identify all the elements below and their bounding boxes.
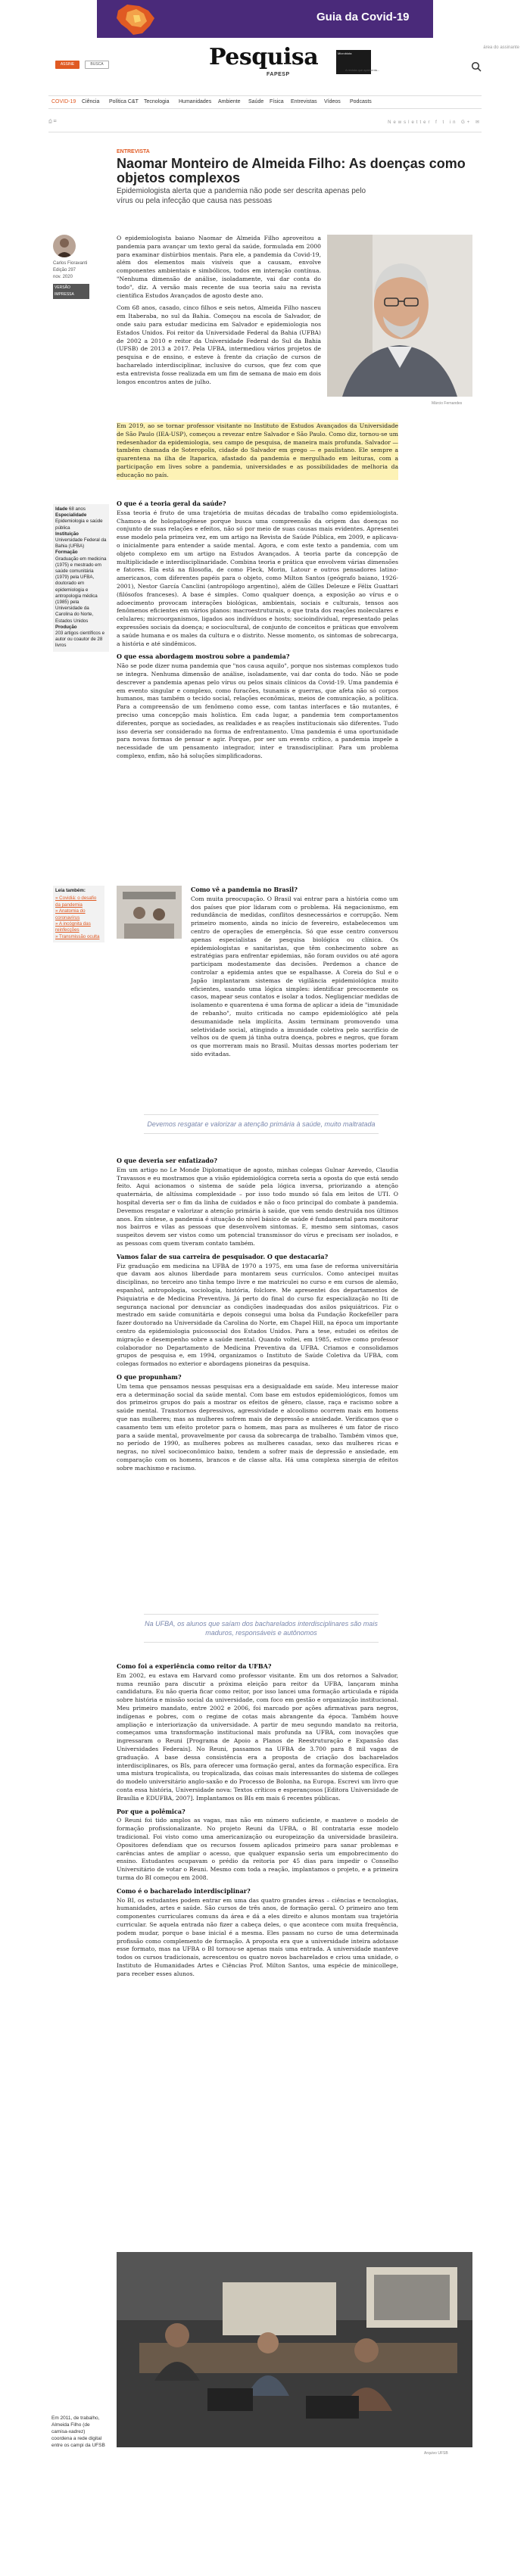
question-heading: Como é o bacharelado interdisciplinar? — [117, 1886, 251, 1895]
answer-text: Não se pode dizer numa pandemia que "nos causa aquilo", porque nos sistemas complexos tudo se integra. Nenhuma dimensão de análise, isoladamente, vai dar conta do todo. Não se pode descrever a pandemia apenas pelo vírus ou pelos sinais clínicos da Covid-19. Uma pandemia é em evento singular e complexo, como furacões, tsunamis e guerras, que afeta não só corpos humanos, mas também o tecido social, relações econômicas, meios de comunicação, a política. Para a compreensão de um fenômeno como esse, com tantas interfaces e tão mutantes, é preciso uma concepção mais holística. Em cada lugar, a pandemia tem comportamentos diferentes, porque as sociedades, as realidades e as reações institucionais são diferentes. Tudo isso deveria ser considerado na forma de enfrentamento. Uma pandemia é uma oportunidade para novas formas de pensar e agir. Porque, por ser um evento crítico, a pandemia impele a necessidade de um pensamento integrador, inter e transdisciplinar. Para um problema complexo, enfim, não há soluções simplificadoras. — [117, 662, 398, 759]
share-bar — [48, 120, 482, 129]
covid-guide-banner[interactable] — [97, 0, 433, 38]
answer-text: Em um artigo no Le Monde Diplomatique de agosto, minhas colegas Gulnar Azevedo, Claudia Travassos e eu mostramos que a visão epidemiológica correta seria a oposta do que está sendo feito. Aqui acionamos o sistema de saúde pela lógica inversa, priorizando a atenção quaternária, de altíssima complexidade – por isso todo mundo só fala em leitos de UTI. O hospital deveria ser o fim da linha de cuidados e não o foco principal do combate à pandemia. Devemos resgatar e valorizar a atenção primária à saúde, que vem sendo destruída nos últimos anos. Em síntese, a pandemia é situação do nível básico de saúde é fundamental para monitorar nos bairros e vilas as pessoas que desenvolvem sintomas. E, mesmo sem sintomas, casos suspeitos devem ser vistos como um potencial transmissor do vírus e precisam ser isolados, e as pessoas com quem tiveram contato também. — [117, 1166, 398, 1247]
qa-block-3 — [117, 1157, 398, 1477]
nav-item-fisica[interactable]: Física — [270, 99, 284, 104]
question-heading: O que deveria ser enfatizado? — [117, 1157, 217, 1164]
related-link[interactable]: » Covidiá: o desafio da pandemia — [55, 896, 97, 908]
qa-block-2 — [191, 886, 398, 1064]
institution-value: Universidade Federal da Bahia (UFBA) — [55, 537, 107, 550]
article-title: Naomar Monteiro de Almeida Filho: As doenças como objetos complexos — [117, 156, 466, 185]
cover-text: Microbiota — [338, 51, 352, 55]
nav-item-humanidades[interactable]: Humanidades — [179, 99, 212, 104]
specialty-value: Epidemiologia e saúde pública — [55, 519, 103, 531]
main-nav — [48, 95, 482, 109]
answer-text: Essa teoria é fruto de uma trajetória de muitas décadas de trabalho como epidemiologista. Chamou-a de holopatogênese porque busca uma compreensão da origem das doenças no conjunto de suas relações e efeitos, não só por meio de suas causas mais evidentes. Apresentei esse modelo pela primeira vez, em um artigo na Revista de Saúde Pública, em 2009, e aplicava-o inicialmente para entender a saúde mental. Agora, e com este texto a pandemia, com um objeto complexo em um artigo na Estudos Avançados. A teoria parte da concepção de multiplicidade e interdisciplinaridade. Combina teoria e prática que envolvem várias dimensões e fatores. Ela está na filosofia, de como Fleck, Morin, Latour e outros pensadores latino-americanos, com diferentes papéis para o objeto, como Milton Santos (geógrafo baiano, 1926-2001), Nestor García Canclini (antropólogo argentino), além de Gilles Deleuze e Félix Guattari (filósofos franceses). A base é simples. Como qualquer doença, a exposição ao vírus e o adoecimento provocam interações biológicas, ambientais, sociais e culturais, tensos aos fenômenos eficientes em vários planos: macroestruturais, o que trata dos reações moleculares e celulares; microorganismos, ligados aos indivíduos e hosts; socioindividual, representado pelas expressões sociais da doença; e sociocultural, de conjunto de conceitos e práticas que envolvem a saúde humana e os males da cultura e o distrito. Nesse momento, os sintomas de sobrecarga, a história e até sindêmicos. — [117, 509, 398, 647]
interviewee-portrait — [327, 235, 472, 397]
education-label: Formação — [55, 550, 78, 556]
qa-block-4 — [117, 1662, 398, 1983]
question-heading: O que essa abordagem mostrou sobre a pandemia? — [117, 653, 290, 661]
paragraph: Com 68 anos, casado, cinco filhos e seis netos, Almeida Filho nasceu em Itaberaba, no sul da Bahia. Começou na escola de Salvador, de onde saiu para estudar medicina em Salvador e epidemiologia nos Estados Unidos. Foi reitor da Universidade Federal da Bahia (UFBA) de 2002 a 2010 e reitor da Universidade Federal do Sul da Bahia (UFSB) de 2013 a 2017. Pela UFBA, intermediou vários projetos de pesquisa e de ensino, e esteve à frente da criação de cursos de bacharelado interdisciplinar, inclusive do cursos, que fez com que esta entrevista fosse realizada em um fim de semana de maio em dois longos encontros antes de julho. — [117, 304, 321, 385]
question-heading: Por que a polêmica? — [117, 1807, 186, 1815]
brazil-map-icon — [114, 2, 157, 36]
search-icon[interactable] — [471, 61, 482, 72]
answer-text: Fiz graduação em medicina na UFBA de 1970 a 1975, em uma fase de reforma universitária que davam aos alunos liberdade para montarem seus currículos. Como antecipei muitas disciplinas, no terceiro ano tinha tempo livre e me matriculei no curso e em cursos de alemão, espanhol, antropologia, sociologia, história, folclore. Me apresentei dos departamentos de Psiquiatria e de Medicina Preventiva. Já perto do final do curso fiz especialização no Iti de segurança nacional por denunciar as condições inadequadas dos asilos psiquiátricos. Fiz o mestrado em saúde comunitária e depois consegui uma bolsa da Fundação Rockefeller para fazer doutorado na Universidade da Carolina do Norte, em Chapel Hill, na época um importante centro da epidemiologia psicossocial dos Estados Unidos. Para a tese, estudei os efeitos de migração e desempenho sobre a saúde mental. Quando voltei, em 1985, estive como professor colaborador no Departamento de Medicina Preventiva da UFBA. Criamos e consolidamos grupos de pesquisa e, em 1994, organizamos o Instituto de Saúde Coletiva da UFBA, com colegas formados no exterior e abordagens pioneiras da pesquisa. — [117, 1262, 398, 1368]
article-kicker: ENTREVISTA — [117, 149, 150, 154]
subscribe-button[interactable]: ASSINE — [55, 61, 80, 69]
production-label: Produção — [55, 624, 77, 630]
answer-text: O Reuni foi tido amplos as vagas, mas não em número suficiente, e manteve o modelo de formação profissionalizante. No projeto Reuni da UFBA, o BI contrataria esse modelo tradicional. Foi visto como uma americanização ou europeização da universidade brasileira. Opositores defendiam que os recursos fossem aplicados primeiro para sanar problemas e carências antes de ampliar o acesso, que qualquer expansão seria um empobrecimento do ensino. Estudantes ocupavam o prédio da reitoria por 45 dias para impedir o Conselho Universitário de votar o Reuni. Mesmo com toda a reação, implantamos o projeto, e a primeira turma do BI começou em 2008. — [117, 1817, 398, 1881]
pull-quote: Devemos resgatar e valorizar a atenção primária à saúde, muito maltratada — [144, 1114, 379, 1134]
specialty-label: Especialidade — [55, 512, 87, 519]
site-logo-sub: FAPESP — [267, 72, 290, 77]
cover-caption: A revista que apresenta... — [345, 68, 380, 72]
qa-block-1 — [117, 500, 398, 765]
article-deck: Epidemiologista alerta que a pandemia não pode ser descrita apenas pelo vírus ou pela infecção que causa nas pessoas — [117, 187, 366, 205]
question-heading: O que propunham? — [117, 1372, 182, 1381]
subscriber-area-link[interactable]: área do assinante — [483, 45, 519, 50]
intro-text — [117, 235, 321, 391]
nav-item-politica[interactable]: Política C&T — [109, 99, 139, 104]
education-value: Graduação em medicina (1975) e mestrado em saúde comunitária (1979) pela UFBA, doutorado em epidemiologia e antropologia médica (1985) pela Universidade da Carolina do Norte, Estados Unidos — [55, 556, 107, 624]
related-link[interactable]: » A incógnita das reinfecções — [55, 921, 91, 933]
nav-item-ciencia[interactable]: Ciência — [82, 99, 100, 104]
question-heading: Vamos falar de sua carreira de pesquisador. O que destacaria? — [117, 1252, 329, 1260]
related-articles-box — [53, 886, 104, 942]
answer-text: Em 2002, eu estava em Harvard como professor visitante. Em um dos retornos a Salvador, numa reunião para discutir a próxima eleição para reitor da UFBA, lançaram minha candidatura. Eu não queria ficar como reitor, por isso lancei uma formação articulada e rápida sobre história e missão social da universidade, com foco em gestão e organização institucional. Meu primeiro mandato, entre 2002 e 2006, foi marcado por ações afirmativas para negros, indígenas e pobres, com o regime de cotas mais abrangente da época. Também houve ampliação e interiorização da universidade. A partir de meu segundo mandato na reitoria, começamos uma transformação institucional mais profunda na UFBA, com inovações que ingressaram o Reuni [Programa de Apoio a Planos de Reestruturação e Expansão das Universidades Federais]. No Reuni, passamos na UFBA de 3.700 para 8 mil vagas de graduação. A base dessa consistência era a proposta de criação dos bacharelados interdisciplinares, os BIs, para oferecer uma formação geral, antes da formação específica. Era uma mistura tropicalista, ou tropicalizada, das coisas mais interessantes do sistema de colleges do modelo universitário anglo-saxão e do Processo de Bolonha, na Europa. Escrevi um livro que conta essa história, Universidade nova: Textos críticos e esperançosos [Editora Universidade de Brasília e EDUFBA, 2007]. Implantamos os BIs em mais 6 recentes públicas. — [117, 1671, 398, 1802]
answer-text: Um tema que pensamos nessas pesquisas era a desigualdade em saúde. Meu interesse maior era a determinação social da saúde mental. Com base em estudos epidemiológicos, fomos um dos primeiros grupos do país a mostrar os efeitos de gênero, classe, raça e racismo sobre a saúde mental. Transtornos depressivos, agressividade e alcoolismo ocorrem mais em homens que nas mulheres; mas as mulheres sofrem mais de depressão e ansiedade. Verificamos que o casamento tem um efeito protetor para o homem, mas para as mulheres é um fator de risco para a saúde mental, provavelmente por causa da sobrecarga de trabalho. Também vimos que, no período de 1990, as mulheres pobres as mulheres casadas, sexo das mulheres ricas e negras, no nível socioeconômico baixo, tendem a sofrer mais de depressão e ansiedade, em comparação com os homens, brancos e de classe alta. Há uma complexa sinergia de efeitos sobre machismo e racismo. — [117, 1382, 398, 1472]
age-label: Idade — [55, 506, 68, 512]
inline-photo — [117, 886, 182, 939]
institution-label: Instituição — [55, 531, 79, 537]
nav-item-podcasts[interactable]: Podcasts — [350, 99, 372, 104]
highlighted-paragraph: Em 2019, ao se tornar professor visitante no Instituto de Estudos Avançados da Universidade de São Paulo (IEA-USP), começou a revezar entre Salvador e São Paulo. Como diz, tornou-se um redesenhador da epidemiologia, seu campo de pesquisa, de maneira mais profunda. Salvador — também chamada de Soteropolis, cidade do Salvador em grego — e paulistano. Ele sempre a quarentena na ilha de Itaparica, afastado da pandemia e mergulhado em leituras, com a participação em lives sobre a pandemia, universidades e as possibilidades de melhoria da educação no país. — [117, 422, 398, 478]
author-name[interactable]: Carlos Fioravanti — [53, 261, 88, 266]
age-value: 68 anos — [68, 506, 86, 512]
print-version-button[interactable]: VERSÃO IMPRESSA — [53, 284, 89, 299]
nav-item-covid[interactable]: COVID-19 — [51, 99, 76, 104]
question-heading: O que é a teoria geral da saúde? — [117, 500, 226, 507]
question-heading: Como foi a experiência como reitor da UFBA? — [117, 1662, 272, 1670]
answer-text: No BI, os estudantes podem entrar em uma das quatro grandes áreas – ciências e tecnologias, humanidades, artes e saúde. São cursos de três anos, de formação geral. O primeiro ano tem componentes curriculares comuns da área e dá a eles direito e alunos montam sua trajetória curricular. Se aquela entrada não fizer a cabeça deles, o que acontece com muita frequência, podem mudar, porque o base inicial é a mesma. Eles passam no curso de uma determinada profissão como complemento de formação. A proposta era que a universidade inteira adotasse esse formato, mas na UFBA o BI tornou-se apenas mais uma entrada. A universidade manteve todos os cursos tradicionais, acrescentou os quatro novos bacharelados e criou uma unidade, o Instituto de Humanidades Artes e Ciências Prof. Milton Santos, uma espécie de minicollege, para receber esses alunos. — [117, 1896, 398, 1977]
meeting-photo — [117, 2252, 472, 2447]
banner-title: Guia da Covid-19 — [316, 11, 410, 23]
question-heading: Como vê a pandemia no Brasil? — [191, 886, 298, 893]
print-email-icons[interactable]: ⎙ ✉ — [48, 120, 57, 124]
answer-text: Com muita preocupação. O Brasil vai entrar para a história como um dos países que pior lidaram com o problema. Há negacionismo, em redundância de medidas, conflitos desnecessários e corrupção. Nem primeiro momento, ainda no início de fevereiro, estabelecemos um centro de operações de emergência. Só que esse centro conversou apenas especialistas de pesquisa biológica ou clínica. Os epidemiologistas e sanitaristas, que têm conhecimento sobre as estratégias para enfrentar epidemias, não foram ouvidos ou até agora participam modestamente das decisões. Perdemos a chance de controlar a epidemia antes que se espalhasse. A Coreia do Sul e o Japão implantaram sistemas de vigilância epidemiológica muito eficientes, usando uma lógica simples: identificar precocemente os casos, mapear seus contatos e isolar a todos. Negligenciar medidas de isolamento e quarentena é uma forma de aplicar a ideia de "imunidade de rebanho", muito criticada no campo epidemiológico até pela desumanidade nela implícita. Assim terminam promovendo uma seletividade social, atingindo a imunidade coletiva pelo sacrifício de velhos ou de quem já tinha outra doença, pobres e negros, que foram os que morreram mais no Brasil. Muitas dessas mortes poderiam ter sido evitadas. — [191, 895, 398, 1057]
portrait-credit: Márcio Fernandes — [432, 401, 463, 406]
author-date: nov. 2020 — [53, 275, 73, 279]
related-link[interactable]: » Transmissão oculta — [55, 933, 100, 939]
related-heading: Leia também: — [55, 888, 86, 893]
related-link[interactable]: » Anatomia do coronavírus — [55, 908, 86, 920]
photo-caption: Em 2011, de trabalho, Almeida Filho (de camisa-xadrez) coordena a rede digital entre os campi da UFSB — [51, 2416, 105, 2448]
site-logo[interactable]: Pesquisa — [209, 44, 319, 70]
paragraph: O epidemiologista baiano Naomar de Almeida Filho aproveitou a pandemia para avançar um texto geral da saúde, formulada em 2000 para examinar distúrbios mentais. Para ele, a pandemia da Covid-19, além dos elementos mais visíveis que a causam, envolve componentes ambientais e simbólicos, todos em interação contínua. "Nenhuma dimensão de análise, isoladamente, vai dar conta do todo", diz. A versão mais recente de sua teoria saiu na revista científica Estudos Avançados de agosto deste ano. — [117, 235, 321, 299]
author-avatar — [53, 235, 76, 257]
social-share-icons[interactable]: Newsletter f t in G+ ✉ — [388, 120, 482, 125]
nav-item-saude[interactable]: Saúde — [248, 99, 264, 104]
pull-quote: Na UFBA, os alunos que saíam dos bacharelados interdisciplinares são mais maduros, responsáveis e autônomos — [144, 1614, 379, 1643]
nav-item-entrevistas[interactable]: Entrevistas — [291, 99, 317, 104]
nav-item-tecnologia[interactable]: Tecnologia — [144, 99, 170, 104]
nav-item-videos[interactable]: Vídeos — [324, 99, 341, 104]
profile-facts-box — [53, 504, 109, 652]
author-block — [53, 235, 98, 299]
nav-item-ambiente[interactable]: Ambiente — [218, 99, 241, 104]
photo-credit: Arquivo UFSB — [424, 2451, 448, 2456]
highlight-paragraph-block — [117, 422, 398, 484]
author-issue: Edição 297 — [53, 268, 76, 273]
search-button[interactable]: BUSCA — [85, 61, 109, 69]
production-value: 203 artigos científicos e autor ou coautor de 28 livros — [55, 631, 105, 649]
